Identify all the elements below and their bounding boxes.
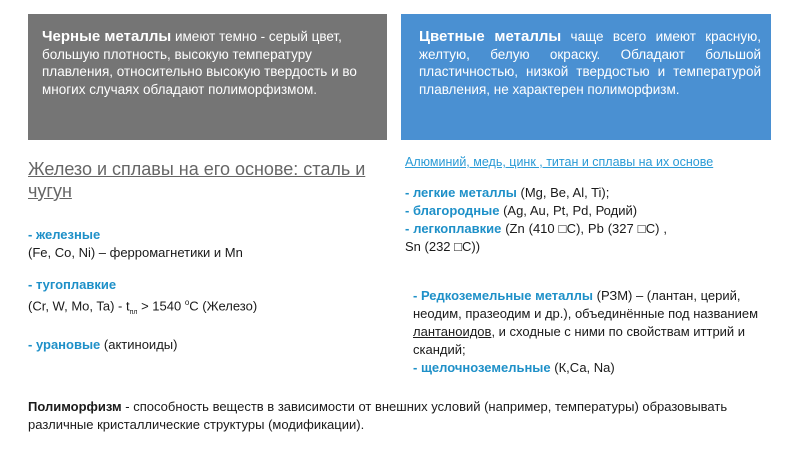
ferrous-list xyxy=(28,226,398,354)
uranium-text: (актиноиды) xyxy=(100,336,178,352)
color-metals-heading: Цветные металлы xyxy=(419,28,562,45)
refractory-line xyxy=(28,294,398,322)
uranium-label: - урановые xyxy=(28,336,101,352)
ferrous-title-text: Железо и сплавы на его основе: сталь и чугун xyxy=(28,159,366,201)
iron-text: (Fe, Co, Ni) – ферромагнетики и Mn xyxy=(28,245,243,260)
refractory-text-a: (Cr, W, Mo, Ta) - t xyxy=(28,298,130,314)
polymorphism-text: - способность веществ в зависимости от внешних условий (например, температуры) образовывать различные кристаллические структуры (модификации). xyxy=(28,399,728,432)
refractory-text-c: C (Железо) xyxy=(189,298,258,314)
color-metals-box xyxy=(401,14,771,140)
light-metals-label: - легкие металлы xyxy=(405,185,517,200)
polymorphism-heading: Полиморфизм xyxy=(28,399,122,414)
nonferrous-list xyxy=(405,184,667,256)
light-metals-text: (Mg, Be, Al, Ti); xyxy=(516,185,610,200)
rare-earth-text-b: , и сходные с ними по свойствам иттрий и скандий; xyxy=(413,324,746,357)
iron-label: - железные xyxy=(28,227,101,242)
ferrous-section-title xyxy=(28,158,388,202)
color-metals-text: чаще всего имеют красную, желтую, белую окраску. Обладают большой пластичностью, низкой твердостью и температурой плавления, не характерен полиморфизм. xyxy=(419,29,761,97)
noble-metals-label: - благородные xyxy=(405,203,500,218)
nonferrous-section-title: Алюминий, медь, цинк , титан и сплавы на их основе xyxy=(405,155,714,169)
refractory-text-b: > 1540 xyxy=(137,298,185,314)
refractory-sup: o xyxy=(184,298,190,307)
fusible-metals-label: - легкоплавкие xyxy=(405,221,502,236)
black-metals-heading: Черные металлы xyxy=(42,28,172,45)
alkaline-earth-text: (К,Са, Na) xyxy=(550,360,615,375)
noble-metals-text: (Ag, Au, Pt, Pd, Родий) xyxy=(499,203,638,218)
black-metals-text: имеют темно - серый цвет, большую плотность, высокую температуру плавления, относительно высокую твердость и во многих случаях обладают полиморфизмом. xyxy=(42,29,357,97)
fusible-metals-text: (Zn (410 □C), Pb (327 □C) , Sn (232 □C)) xyxy=(405,221,667,254)
black-metals-box xyxy=(28,14,387,140)
refractory-label: - тугоплавкие xyxy=(28,277,117,292)
alkaline-earth-label: - щелочноземельные xyxy=(413,360,551,375)
lanthanides-link: лантаноидов xyxy=(413,324,492,339)
rare-earth-text-a: (РЗМ) – (лантан, церий, неодим, празеодим и др.), объединённые под названием xyxy=(413,288,759,321)
rare-earth-label: - Редкоземельные металлы xyxy=(413,288,594,303)
rare-earth-list xyxy=(413,287,763,377)
refractory-sub: пл xyxy=(129,308,138,316)
polymorphism-definition xyxy=(28,398,788,434)
